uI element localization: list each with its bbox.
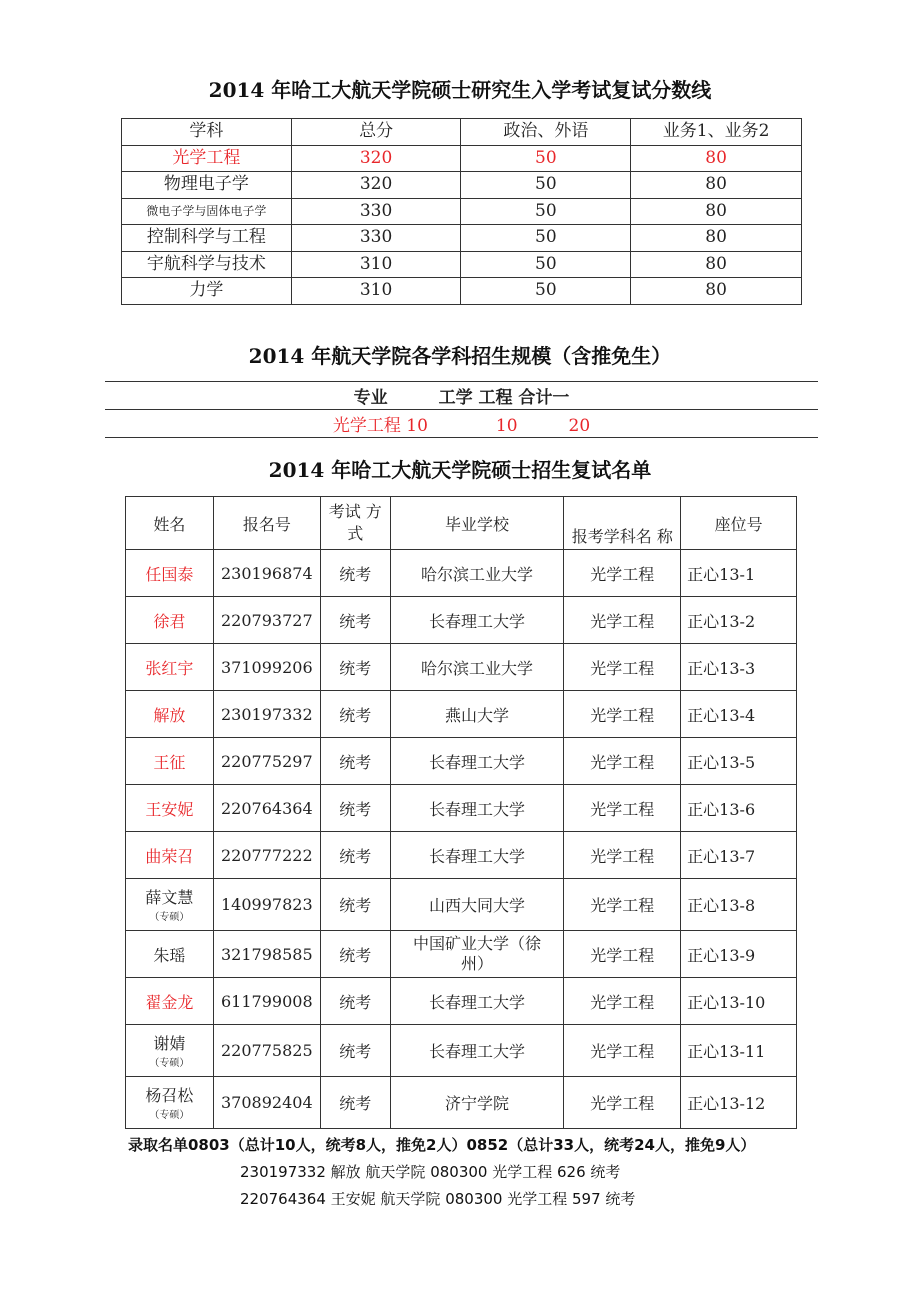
- business-cell: 80: [631, 278, 802, 305]
- retest-list-table: [125, 496, 797, 1129]
- admission-line-2: 220764364 王安妮 航天学院 080300 光学工程 597 统考: [240, 1190, 636, 1208]
- school-cell: 长春理工大学: [390, 832, 564, 879]
- subject-cell: 宇航科学与技术: [122, 251, 292, 278]
- total-cell: 320: [291, 145, 461, 172]
- registration-id-cell: 321798585: [213, 931, 320, 978]
- subject-cell: 光学工程: [564, 691, 681, 738]
- seat-cell: 正心13-5: [681, 738, 797, 785]
- registration-id-cell: 611799008: [213, 978, 320, 1025]
- header-cell: 报考学科名 称: [564, 497, 681, 550]
- header-cell: 总分: [291, 119, 461, 146]
- business-cell: 80: [631, 172, 802, 199]
- registration-id-cell: 220777222: [213, 832, 320, 879]
- exam-mode-cell: 统考: [320, 644, 390, 691]
- exam-mode-cell: 统考: [320, 832, 390, 879]
- exam-mode-cell: 统考: [320, 931, 390, 978]
- exam-mode-cell: 统考: [320, 738, 390, 785]
- header-cell: 考试 方式: [320, 497, 390, 550]
- name-cell: [126, 879, 214, 931]
- table-row: [122, 278, 802, 305]
- school-cell: 中国矿业大学（徐州）: [390, 931, 564, 978]
- student-name: 解放: [153, 705, 186, 725]
- business-cell: 80: [631, 145, 802, 172]
- enrollment-table: [105, 381, 818, 438]
- seat-cell: 正心13-11: [681, 1025, 797, 1077]
- header-cell: 报名号: [213, 497, 320, 550]
- table-row: [126, 1025, 797, 1077]
- subject-cell: 控制科学与工程: [122, 225, 292, 252]
- table-row: [122, 145, 802, 172]
- student-name: 谢婧: [153, 1034, 186, 1053]
- school-cell: 长春理工大学: [390, 1025, 564, 1077]
- subject-cell: 光学工程: [564, 879, 681, 931]
- total-cell: 310: [291, 278, 461, 305]
- student-name: 朱瑶: [153, 945, 186, 965]
- header-cell: 政治、外语: [461, 119, 631, 146]
- seat-cell: 正心13-3: [681, 644, 797, 691]
- school-cell: 长春理工大学: [390, 738, 564, 785]
- subject-cell: 微电子学与固体电子学: [122, 198, 292, 225]
- total-cell: 320: [291, 172, 461, 199]
- politics-cell: 50: [461, 145, 631, 172]
- enrollment-row: 光学工程 10 10 20: [105, 410, 818, 438]
- subject-cell: 光学工程: [564, 644, 681, 691]
- exam-mode-cell: 统考: [320, 879, 390, 931]
- seat-cell: 正心13-12: [681, 1077, 797, 1129]
- school-cell: 长春理工大学: [390, 978, 564, 1025]
- table-row: [122, 172, 802, 199]
- politics-cell: 50: [461, 278, 631, 305]
- seat-cell: 正心13-8: [681, 879, 797, 931]
- admission-summary: 录取名单0803（总计10人，统考8人，推免2人）0852（总计33人，统考24人，推免9人）: [128, 1136, 756, 1154]
- exam-mode-cell: 统考: [320, 1077, 390, 1129]
- table-row: [105, 410, 818, 438]
- business-cell: 80: [631, 225, 802, 252]
- student-name: 杨召松: [145, 1086, 194, 1105]
- table-row: [126, 738, 797, 785]
- subject-cell: 光学工程: [564, 1025, 681, 1077]
- registration-id-cell: 140997823: [213, 879, 320, 931]
- student-name: 徐君: [153, 611, 186, 631]
- name-cell: [126, 597, 214, 644]
- seat-cell: 正心13-10: [681, 978, 797, 1025]
- school-cell: 长春理工大学: [390, 597, 564, 644]
- school-cell: 哈尔滨工业大学: [390, 550, 564, 597]
- total-cell: 330: [291, 225, 461, 252]
- table-row: [126, 550, 797, 597]
- header-cell: 学科: [122, 119, 292, 146]
- name-cell: [126, 978, 214, 1025]
- seat-cell: 正心13-1: [681, 550, 797, 597]
- table-row: [126, 644, 797, 691]
- table-row: [126, 691, 797, 738]
- subject-cell: 光学工程: [564, 597, 681, 644]
- table-row: [122, 251, 802, 278]
- name-cell: [126, 1077, 214, 1129]
- total-cell: 310: [291, 251, 461, 278]
- subject-cell: 物理电子学: [122, 172, 292, 199]
- name-cell: [126, 1025, 214, 1077]
- name-cell: [126, 785, 214, 832]
- registration-id-cell: 230197332: [213, 691, 320, 738]
- subject-cell: 力学: [122, 278, 292, 305]
- student-name: 王征: [153, 752, 186, 772]
- name-cell: [126, 550, 214, 597]
- student-name: 张红宇: [145, 658, 194, 678]
- total-cell: 330: [291, 198, 461, 225]
- exam-mode-cell: 统考: [320, 691, 390, 738]
- exam-mode-cell: 统考: [320, 978, 390, 1025]
- student-name: 王安妮: [145, 799, 194, 819]
- subject-cell: 光学工程: [564, 978, 681, 1025]
- business-cell: 80: [631, 251, 802, 278]
- school-cell: 燕山大学: [390, 691, 564, 738]
- table-row: [126, 832, 797, 879]
- table-row: [122, 198, 802, 225]
- subject-cell: 光学工程: [564, 1077, 681, 1129]
- table-row: [126, 1077, 797, 1129]
- business-cell: 80: [631, 198, 802, 225]
- subject-cell: 光学工程: [564, 785, 681, 832]
- subject-cell: 光学工程: [564, 550, 681, 597]
- enrollment-header: 专业 工学 工程 合计一: [105, 382, 818, 410]
- header-cell: 毕业学校: [390, 497, 564, 550]
- degree-type-note: （专硕）: [149, 1058, 190, 1069]
- score-line-table: [121, 118, 802, 305]
- table-row: [126, 785, 797, 832]
- registration-id-cell: 220775297: [213, 738, 320, 785]
- student-name: 薛文慧: [145, 888, 194, 907]
- table-row: [126, 597, 797, 644]
- name-cell: [126, 691, 214, 738]
- table-row: [126, 879, 797, 931]
- registration-id-cell: 220793727: [213, 597, 320, 644]
- table-header-row: [122, 119, 802, 146]
- seat-cell: 正心13-2: [681, 597, 797, 644]
- seat-cell: 正心13-7: [681, 832, 797, 879]
- subject-cell: 光学工程: [564, 738, 681, 785]
- retest-list-title: 2014 年哈工大航天学院硕士招生复试名单: [268, 458, 652, 482]
- degree-type-note: （专硕）: [149, 1110, 190, 1121]
- header-cell: 座位号: [681, 497, 797, 550]
- politics-cell: 50: [461, 172, 631, 199]
- school-cell: 济宁学院: [390, 1077, 564, 1129]
- seat-cell: 正心13-9: [681, 931, 797, 978]
- registration-id-cell: 220775825: [213, 1025, 320, 1077]
- table-header-row: [105, 382, 818, 410]
- enrollment-title: 2014 年航天学院各学科招生规模（含推免生）: [248, 344, 672, 368]
- header-cell: 业务1、业务2: [631, 119, 802, 146]
- student-name: 曲荣召: [145, 846, 194, 866]
- registration-id-cell: 220764364: [213, 785, 320, 832]
- school-cell: 山西大同大学: [390, 879, 564, 931]
- name-cell: [126, 644, 214, 691]
- exam-mode-cell: 统考: [320, 597, 390, 644]
- seat-cell: 正心13-6: [681, 785, 797, 832]
- name-cell: [126, 738, 214, 785]
- school-cell: 长春理工大学: [390, 785, 564, 832]
- politics-cell: 50: [461, 251, 631, 278]
- politics-cell: 50: [461, 198, 631, 225]
- name-cell: [126, 832, 214, 879]
- table-row: [126, 978, 797, 1025]
- table-row: [126, 931, 797, 978]
- seat-cell: 正心13-4: [681, 691, 797, 738]
- degree-type-note: （专硕）: [149, 912, 190, 923]
- exam-mode-cell: 统考: [320, 550, 390, 597]
- student-name: 任国泰: [145, 564, 194, 584]
- school-cell: 哈尔滨工业大学: [390, 644, 564, 691]
- subject-cell: 光学工程: [564, 832, 681, 879]
- subject-cell: 光学工程: [122, 145, 292, 172]
- exam-mode-cell: 统考: [320, 1025, 390, 1077]
- table-header-row: [126, 497, 797, 550]
- registration-id-cell: 370892404: [213, 1077, 320, 1129]
- score-line-title: 2014 年哈工大航天学院硕士研究生入学考试复试分数线: [208, 78, 712, 102]
- table-row: [122, 225, 802, 252]
- header-cell: 姓名: [126, 497, 214, 550]
- name-cell: [126, 931, 214, 978]
- student-name: 翟金龙: [145, 992, 194, 1012]
- registration-id-cell: 371099206: [213, 644, 320, 691]
- politics-cell: 50: [461, 225, 631, 252]
- subject-cell: 光学工程: [564, 931, 681, 978]
- admission-line-1: 230197332 解放 航天学院 080300 光学工程 626 统考: [240, 1163, 621, 1181]
- exam-mode-cell: 统考: [320, 785, 390, 832]
- registration-id-cell: 230196874: [213, 550, 320, 597]
